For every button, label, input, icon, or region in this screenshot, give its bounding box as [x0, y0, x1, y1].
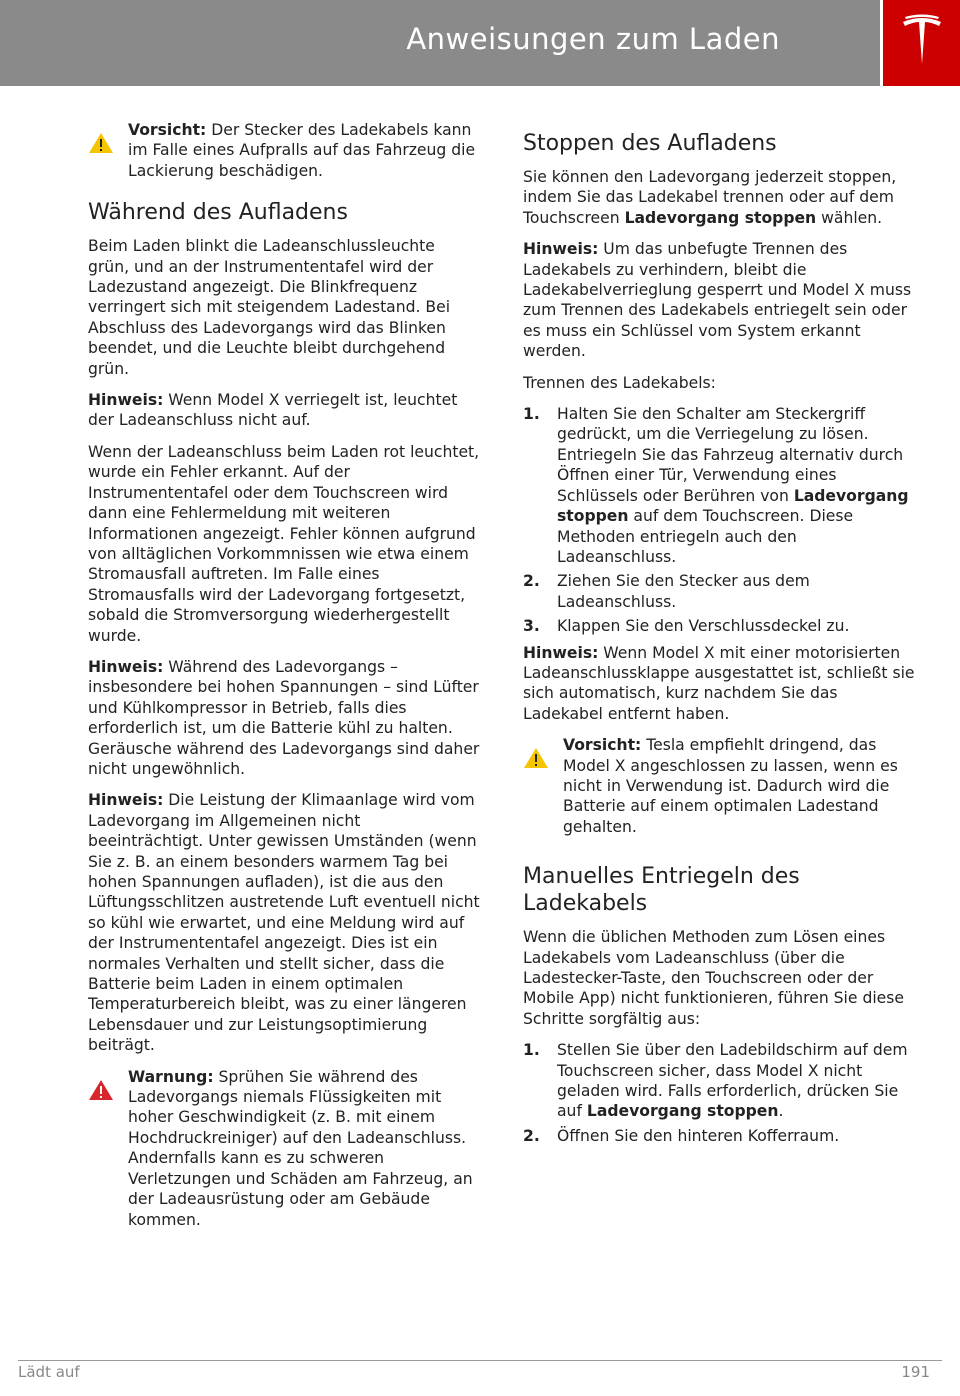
section-heading: Während des Aufladens: [88, 200, 348, 226]
warning-label: Warnung:: [128, 1067, 214, 1086]
text: Öffnen Sie den hinteren Kofferraum.: [557, 1126, 840, 1145]
note: [88, 790, 480, 1055]
section-heading: Manuelles Entriegeln des Ladekabels: [523, 864, 800, 917]
note-label: Hinweis:: [523, 240, 599, 259]
caution-icon: [523, 747, 549, 769]
text: Stellen Sie über den Ladebildschirm auf dem Touchscreen sicher, dass Model X nicht geladen wird. Falls erforderlich, drücken Sie auf: [557, 1041, 908, 1121]
ui-term: Ladevorgang stoppen: [586, 1102, 779, 1121]
step-number: 1.: [523, 405, 540, 424]
tesla-logo-icon: [901, 14, 943, 66]
list-item: [523, 616, 915, 636]
note-label: Hinweis:: [88, 657, 164, 676]
footer-divider: [18, 1360, 942, 1361]
note-text: Die Leistung der Klimaanlage wird vom Ladevorgang im Allgemeinen nicht beeinträchtigt. Unter gewissen Umständen (wenn Sie z. B. an einem besonders warmem Tag bei hohen Spannungen aufladen), ist die aus den Lüftungsschlitzen austretende Luft eventuell nicht so kühl wie erwartet, und eine Meldung wird auf der Instrumententafel angezeigt. Dies ist ein normales Verhalten und stellt sicher, dass die Batterie beim Laden in einem optimalen Temperaturbereich bleibt, was zu einer längeren Lebensdauer und zur Leistungsoptimierung beiträgt.: [88, 791, 480, 1055]
note: [523, 643, 915, 725]
text: .: [778, 1102, 784, 1121]
text: Klappen Sie den Verschlussdeckel zu.: [557, 617, 850, 636]
caution-label: Vorsicht:: [563, 736, 642, 755]
ui-term: Ladevorgang stoppen: [624, 208, 817, 227]
note: [88, 390, 480, 431]
step-number: 3.: [523, 617, 540, 636]
list-item: [523, 571, 915, 612]
note-label: Hinweis:: [88, 391, 164, 410]
note-label: Hinweis:: [523, 643, 599, 662]
text: auf dem Touchscreen. Diese Methoden entriegeln auch den Ladeanschluss.: [557, 507, 854, 566]
paragraph: Wenn der Ladeanschluss beim Laden rot leuchtet, wurde ein Fehler erkannt. Auf der Instrumententafel oder dem Touchscreen wird dann eine Fehlermeldung mit weiteren Informationen angezeigt. Fehler können aufgrund von alltäglichen Vorkommnissen wie etwa einem Stromausfall auftreten. Im Falle eines Stromausfalls wird der Ladevorgang fortgesetzt, sobald die Stromversorgung wiederhergestellt wurde.: [88, 442, 480, 645]
note: [88, 657, 480, 779]
page-title: Anweisungen zum Laden: [406, 22, 780, 56]
text: wählen.: [816, 208, 883, 227]
paragraph: [523, 167, 915, 228]
list-item: [523, 1040, 915, 1122]
paragraph: Trennen des Ladekabels:: [523, 373, 716, 392]
note: [523, 239, 915, 361]
warning-text: Sprühen Sie während des Ladevorgangs niemals Flüssigkeiten mit hoher Geschwindigkeit (z. B. mit einem Hochdruckreiniger) auf den Ladeanschluss. Andernfalls kann es zu schweren Verletzungen und Schäden am Fahrzeug, an der Ladeausrüstung oder am Gebäude kommen.: [128, 1067, 473, 1229]
right-column: [523, 120, 915, 1152]
caution-text: Tesla empfiehlt dringend, das Model X angeschlossen zu lassen, wenn es nicht in Verwendung ist. Dadurch wird die Batterie auf einem optimalen Ladestand gehalten.: [563, 736, 898, 836]
left-column: [88, 120, 480, 1242]
paragraph: Wenn die üblichen Methoden zum Lösen eines Ladekabels vom Ladeanschluss (über die Ladestecker-Taste, den Touchscreen oder der Mobile App) nicht funktionieren, führen Sie diese Schritte sorgfältig aus:: [523, 928, 904, 1028]
step-number: 1.: [523, 1041, 540, 1060]
caution-icon: [88, 132, 114, 154]
list-item: [523, 404, 915, 567]
text: Ziehen Sie den Stecker aus dem Ladeanschluss.: [557, 572, 810, 611]
note-text: Um das unbefugte Trennen des Ladekabels zu verhindern, bleibt die Ladekabelverrieglung gesperrt und Model X muss zum Trennen des Ladekabels entriegelt sein oder es muss ein Schlüssel vom System erkannt werden.: [523, 240, 912, 361]
text: Sie können den Ladevorgang jederzeit stoppen, indem Sie das Ladekabel trennen oder auf dem Touchscreen: [523, 168, 897, 227]
caution-notice: [88, 120, 480, 181]
text: Halten Sie den Schalter am Steckergriff gedrückt, um die Verriegelung zu lösen. Entriegeln Sie das Fahrzeug alternativ durch Öffnen einer Tür, Verwendung eines Schlüssels oder Berühren von: [557, 405, 904, 505]
page-number: 191: [901, 1363, 930, 1381]
note-text: Während des Ladevorgangs – insbesondere bei hohen Spannungen – sind Lüfter und Kühlkompressor in Betrieb, falls dies erforderlich ist, um die Batterie kühl zu halten. Geräusche während des Ladevorgangs sind daher nicht ungewöhnlich.: [88, 657, 480, 778]
caution-text: Der Stecker des Ladekabels kann im Falle eines Aufpralls auf das Fahrzeug die Lackierung beschädigen.: [128, 121, 476, 180]
note-text: Wenn Model X mit einer motorisierten Ladeanschlussklappe ausgestattet ist, schließt sie sich automatisch, kurz nachdem Sie das Ladekabel entfernt haben.: [523, 643, 915, 723]
caution-notice: [523, 735, 915, 837]
footer-section: Lädt auf: [18, 1363, 80, 1381]
step-number: 2.: [523, 572, 540, 591]
list-item: [523, 1126, 915, 1146]
step-number: 2.: [523, 1126, 540, 1145]
paragraph: Beim Laden blinkt die Ladeanschlussleuchte grün, und an der Instrumententafel wird der Ladezustand angezeigt. Die Blinkfrequenz verringert sich mit steigendem Ladestand. Bei Abschluss des Ladevorgangs wird das Blinken beendet, und die Leuchte bleibt durchgehend grün.: [88, 237, 451, 378]
warning-icon: [88, 1079, 114, 1101]
tesla-logo: [883, 0, 960, 86]
ui-term: Ladevorgang stoppen: [557, 486, 909, 526]
page-header: [0, 0, 880, 86]
note-label: Hinweis:: [88, 791, 164, 810]
note-text: Wenn Model X verriegelt ist, leuchtet der Ladeanschluss nicht auf.: [88, 391, 458, 430]
section-heading: Stoppen des Aufladens: [523, 131, 777, 156]
warning-notice: [88, 1067, 480, 1230]
caution-label: Vorsicht:: [128, 121, 207, 139]
steps-list: [523, 1040, 915, 1146]
steps-list: [523, 404, 915, 636]
